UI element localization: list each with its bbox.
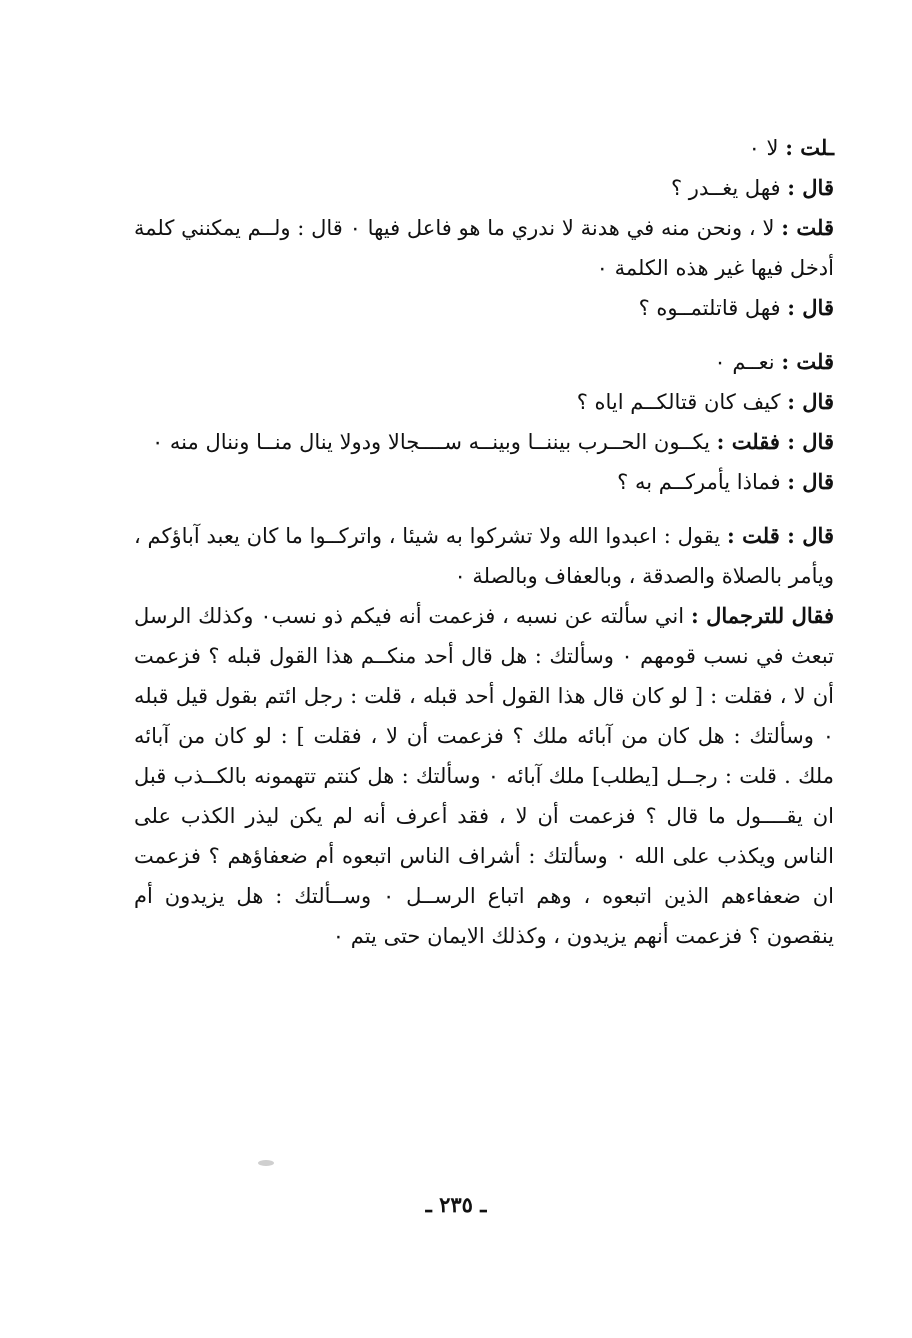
paragraph-text: فهل قاتلتمــوه ؟ (638, 296, 788, 320)
speaker-label: قال : (787, 175, 834, 200)
body-text (134, 128, 834, 956)
paragraph-text: فهل يغــدر ؟ (670, 176, 788, 200)
paragraph-6 (134, 382, 834, 422)
speaker-label: فقال للترجمال : (690, 603, 834, 628)
page-number: ـ ٢٣٥ ـ (425, 1192, 487, 1217)
speaker-label: قال : (787, 469, 834, 494)
speaker-label: قلت : (781, 349, 834, 374)
paragraph-text: كيف كان قتالكــم اياه ؟ (576, 390, 788, 414)
paragraph-text: يقول : اعبدوا الله ولا تشركوا به شيئا ، واتركــوا ما كان يعبد آباؤكم ، ويأمر بالصلاة والصدقة ، وبالعفاف وبالصلة ٠ (134, 524, 834, 588)
speaker-label: قلت : (781, 215, 834, 240)
speaker-label: قال : (787, 389, 834, 414)
paragraph-4 (134, 288, 834, 328)
paragraph-10 (134, 596, 834, 956)
paragraph-2 (134, 168, 834, 208)
speaker-label: قال : فقلت : (716, 429, 834, 454)
paragraph-8 (134, 462, 834, 502)
speaker-label: قال : قلت : (726, 523, 834, 548)
paragraph-text: فماذا يأمركــم به ؟ (617, 470, 788, 494)
speaker-label: قال : (787, 295, 834, 320)
paragraph-3 (134, 208, 834, 288)
paragraph-text: لا ٠ (748, 136, 786, 160)
paragraph-text: لا ، ونحن منه في هدنة لا ندري ما هو فاعل فيها ٠ قال : ولــم يمكنني كلمة أدخل فيها غير هذه الكلمة ٠ (134, 216, 834, 280)
ink-smudge (258, 1160, 274, 1166)
paragraph-7 (134, 422, 834, 462)
paragraph-text: يكــون الحــرب بيننــا وبينــه ســــجالا ودولا ينال منــا وننال منه ٠ (151, 430, 717, 454)
paragraph-text: نعــم ٠ (714, 350, 782, 374)
speaker-label: ـلت : (785, 135, 834, 160)
paragraph-1 (134, 128, 834, 168)
paragraph-9 (134, 516, 834, 596)
paragraph-text: اني سألته عن نسبه ، فزعمت أنه فيكم ذو نسب٠ وكذلك الرسل تبعث في نسب قومهم ٠ وسألتك : هل قال أحد منكــم هذا القول قبله ؟ فزعمت أن لا ، فقلت : [ لو كان قال هذا القول أحد قبله ، قلت : رجل ائتم بقول قيل قبله ٠ وسألتك : هل كان من آبائه ملك ؟ فزعمت أن لا ، فقلت ] : لو كان من آبائه ملك . قلت : رجــل [يطلب] ملك آبائه ٠ وسألتك : هل كنتم تتهمونه بالكــذب قبل ان يقــــول ما قال ؟ فزعمت أن لا ، فقد أعرف أنه لم يكن ليذر الكذب على الناس ويكذب على الله ٠ وسألتك : أشراف الناس اتبعوه أم ضعفاؤهم ؟ فزعمت ان ضعفاءهم الذين اتبعوه ، وهم اتباع الرســل ٠ وســألتك : هل يزيدون أم ينقصون ؟ فزعمت أنهم يزيدون ، وكذلك الايمان حتى يتم ٠ (134, 604, 834, 948)
paragraph-5 (134, 342, 834, 382)
